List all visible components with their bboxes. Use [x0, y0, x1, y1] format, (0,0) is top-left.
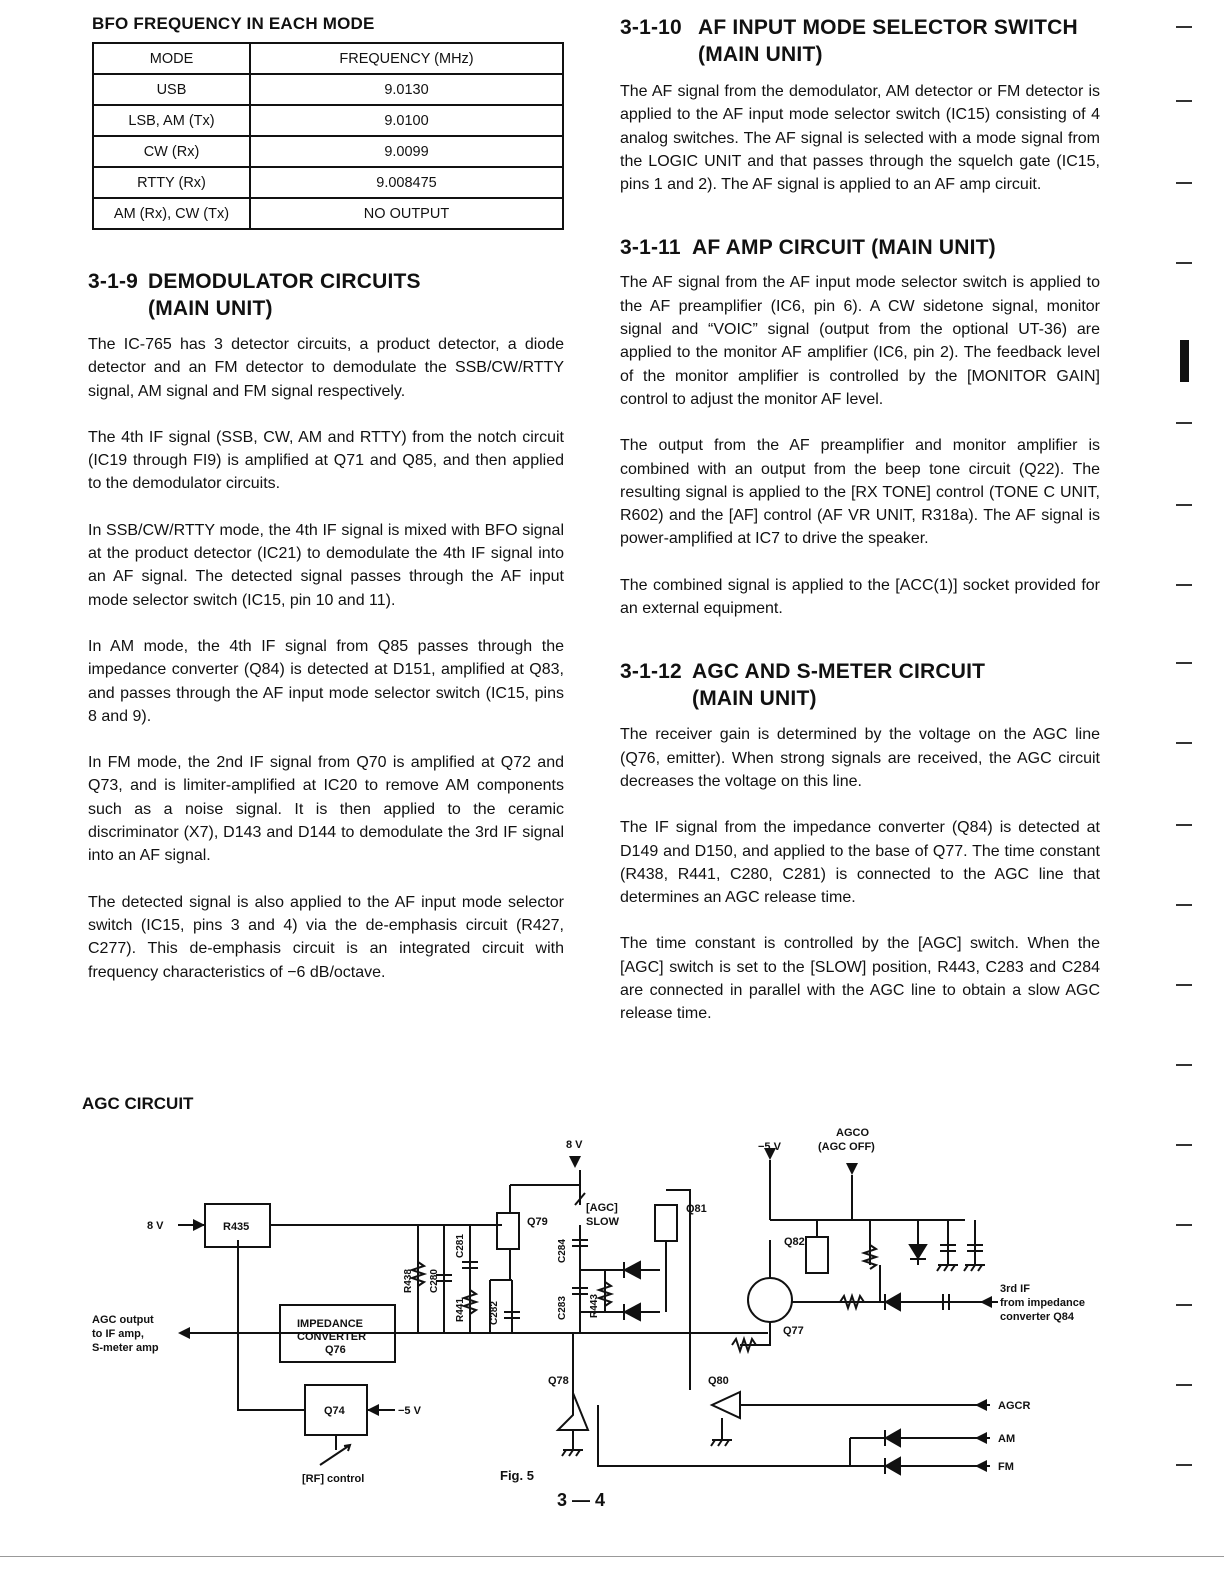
table-cell-mode: USB — [93, 74, 250, 105]
figure-number: Fig. 5 — [500, 1468, 534, 1483]
am-arrow — [975, 1432, 987, 1444]
ground-icon — [711, 1440, 732, 1446]
paragraph: In SSB/CW/RTTY mode, the 4th IF signal is mixed with BFO signal at the product detector (IC21) to demodulate the 4th IF signal into an AF signal. The detected signal passes through the AF input mode selector switch (IC15, pin 10 and 11). — [88, 521, 564, 609]
label-q79: Q79 — [527, 1216, 548, 1228]
paragraph: The detected signal is also applied to the AF input mode selector switch (IC15, pins 3 and 4) via the de-emphasis circuit (R427, C277). This de-emphasis circuit is an integrated circuit with frequency characteristics of −6 dB/octave. — [88, 893, 564, 981]
fm-diode — [885, 1458, 900, 1474]
label-q78: Q78 — [548, 1375, 569, 1387]
label-agco: AGCO — [836, 1127, 869, 1139]
margin-mark — [1176, 742, 1192, 744]
q82-diode — [910, 1245, 926, 1259]
label-q77: Q77 — [783, 1325, 804, 1337]
section-number: 3-1-12 — [620, 660, 682, 684]
paragraph: The IC-765 has 3 detector circuits, a product detector, a diode detector and an FM detector to demodulate the SSB/CW/RTTY signal, AM signal and FM signal respectively. — [88, 336, 564, 400]
fm-arrow — [975, 1460, 987, 1472]
paragraph: The receiver gain is determined by the voltage on the AGC line (Q76, emitter). When strong signals are received, the AGC circuit decreases the voltage on this line. — [620, 726, 1100, 790]
agc-output-arrow — [178, 1327, 190, 1339]
table-cell-mode: RTTY (Rx) — [93, 167, 250, 198]
label-q74: Q74 — [324, 1405, 345, 1417]
margin-mark — [1176, 100, 1192, 102]
label-am: AM — [998, 1433, 1016, 1445]
paragraph: The combined signal is applied to the [ACC(1)] socket provided for an external equipment. — [620, 576, 1100, 618]
paragraph: The IF signal from the impedance converter (Q84) is detected at D149 and D150, and applied to the base of Q77. The time constant (R438, R441, C280, C281) is connected to the AGC line that determines an AGC release time. — [620, 819, 1100, 907]
label-c283: C283 — [557, 1296, 568, 1320]
margin-mark — [1176, 1144, 1192, 1146]
ground-icon — [562, 1450, 583, 1456]
label-agcr: AGCR — [998, 1400, 1031, 1412]
table-cell-mode: AM (Rx), CW (Tx) — [93, 198, 250, 229]
label-vneg5-top: −5 V — [758, 1141, 781, 1153]
margin-mark — [1176, 824, 1192, 826]
agco-arrow — [846, 1163, 858, 1175]
label-rf-control: [RF] control — [302, 1473, 365, 1485]
section-number: 3-1-11 — [620, 236, 681, 260]
section-title: AGC AND S-METER CIRCUIT — [692, 660, 986, 684]
section-subtitle: (MAIN UNIT) — [148, 297, 273, 320]
page-number: 3 — 4 — [557, 1490, 606, 1510]
q74-vneg5-arrow — [367, 1404, 379, 1416]
label-agc-off: (AGC OFF) — [818, 1141, 875, 1153]
label-r438: R438 — [403, 1269, 414, 1293]
section-subtitle: (MAIN UNIT) — [698, 43, 823, 66]
table-cell-frequency: 9.0100 — [250, 105, 563, 136]
margin-mark — [1176, 1384, 1192, 1386]
q80-amp — [712, 1392, 740, 1418]
q78-amp — [558, 1393, 588, 1430]
label-c284: C284 — [557, 1239, 568, 1263]
margin-mark — [1176, 1304, 1192, 1306]
v8-left-arrow — [193, 1219, 205, 1231]
q77-transistor — [748, 1278, 792, 1322]
paragraph: In FM mode, the 2nd IF signal from Q70 is amplified at Q72 and Q73, and is limiter-amplified at IC20 to remove AM components such as a noise signal. It is then applied to the ceramic discriminator (X7), D143 and D144 to demodulate the 3rd IF signal into an AF signal. — [88, 754, 564, 865]
v8-arrow — [569, 1156, 581, 1168]
paragraph: In AM mode, the 4th IF signal from Q85 passes through the impedance converter (Q84) is detected at D151, amplified at Q83, and passes through the AF input mode selector switch (IC15, pins 8 and 9). — [88, 637, 564, 725]
margin-mark — [1176, 584, 1192, 586]
section-title: DEMODULATOR CIRCUITS — [148, 270, 421, 293]
margin-mark — [1176, 262, 1192, 264]
table-header-mode: MODE — [93, 43, 250, 74]
figure-caption: AGC CIRCUIT — [82, 1094, 194, 1113]
label-v8-left: 8 V — [147, 1220, 164, 1232]
label-agc-slow: SLOW — [586, 1216, 619, 1228]
label-q81: Q81 — [686, 1203, 707, 1215]
table-header-frequency: FREQUENCY (MHz) — [250, 43, 563, 74]
label-q76: Q76 — [325, 1344, 346, 1356]
label-c280: C280 — [429, 1269, 440, 1293]
label-agc-output-1: AGC output — [92, 1314, 154, 1326]
table-cell-frequency: NO OUTPUT — [250, 198, 563, 229]
paragraph: The 4th IF signal (SSB, CW, AM and RTTY) from the notch circuit (IC19 through FI9) is amplified at Q71 and Q85, and then applied to the demodulator circuits. — [88, 428, 564, 493]
margin-mark — [1176, 26, 1192, 28]
label-r443: R443 — [589, 1294, 600, 1318]
label-from-impedance: from impedance — [1000, 1297, 1085, 1309]
margin-mark — [1176, 1464, 1192, 1466]
section-title: AF INPUT MODE SELECTOR SWITCH — [698, 16, 1078, 39]
table-cell-frequency: 9.008475 — [250, 167, 563, 198]
q74-wire — [238, 1333, 305, 1410]
label-3rd-if: 3rd IF — [1000, 1283, 1030, 1295]
section-subtitle: (MAIN UNIT) — [692, 687, 817, 711]
d150-diode — [624, 1304, 640, 1320]
margin-mark — [1176, 1224, 1192, 1226]
table-cell-mode: LSB, AM (Tx) — [93, 105, 250, 136]
label-c281: C281 — [455, 1234, 466, 1258]
section-number: 3-1-9 — [88, 270, 139, 293]
label-converter-q84: converter Q84 — [1000, 1311, 1074, 1323]
bfo-table-title: BFO FREQUENCY IN EACH MODE — [92, 14, 375, 33]
table-cell-frequency: 9.0099 — [250, 136, 563, 167]
margin-mark — [1176, 1064, 1192, 1066]
margin-mark — [1176, 504, 1192, 506]
ground-icon — [964, 1265, 985, 1271]
margin-mark — [1176, 182, 1192, 184]
q81-switch-box — [655, 1205, 677, 1241]
label-r441: R441 — [455, 1298, 466, 1322]
table-cell-frequency: 9.0130 — [250, 74, 563, 105]
margin-mark — [1176, 984, 1192, 986]
label-q82: Q82 — [784, 1236, 805, 1248]
q82-switch-box — [806, 1237, 828, 1273]
label-agc-output-2: to IF amp, — [92, 1328, 144, 1340]
if-input-arrow — [980, 1296, 992, 1308]
label-c282: C282 — [489, 1301, 500, 1325]
margin-mark — [1176, 904, 1192, 906]
label-v8-top: 8 V — [566, 1139, 583, 1151]
label-vneg5-q74: −5 V — [398, 1405, 421, 1417]
q79-switch-box — [497, 1213, 519, 1249]
label-agc-switch: [AGC] — [586, 1202, 618, 1214]
agcr-arrow — [975, 1399, 987, 1411]
paragraph: The AF signal from the AF input mode selector switch is applied to the AF preamplifier (IC6, pin 6). A CW sidetone signal, monitor signal and “VOIC” signal (output from the optional UT-36) are applied to the monitor AF amplifier (IC6, pin 2). The feedback level of the monitor amplifier is controlled by the [MONITOR GAIN] control to adjust the monitor AF level. — [620, 274, 1100, 408]
paragraph: The AF signal from the demodulator, AM detector or FM detector is applied to the AF input mode selector switch (IC15) consisting of 4 analog switches. The AF signal is selected with a mode signal from the LOGIC UNIT and that passes through the squelch gate (IC15, pins 1 and 2). The AF signal is applied to an AF amp circuit. — [620, 83, 1100, 194]
section-number: 3-1-10 — [620, 16, 682, 39]
margin-mark — [1176, 662, 1192, 664]
table-cell-mode: CW (Rx) — [93, 136, 250, 167]
label-impedance: IMPEDANCE — [297, 1318, 364, 1330]
label-q80: Q80 — [708, 1375, 729, 1387]
margin-bar-mark — [1180, 340, 1189, 382]
label-fm: FM — [998, 1461, 1014, 1473]
if-diode — [885, 1294, 900, 1310]
ground-icon — [937, 1265, 958, 1271]
paragraph: The output from the AF preamplifier and monitor amplifier is combined with an output from the beep tone circuit (Q22). The resulting signal is applied to the [RX TONE] control (TONE C UNIT, R602) and the [AF] control (AF VR UNIT, R318a). The AF signal is power-amplified at IC7 to drive the speaker. — [620, 437, 1100, 548]
label-converter: CONVERTER — [297, 1331, 367, 1343]
paragraph: The time constant is controlled by the [AGC] switch. When the [AGC] switch is set to the [SLOW] position, R443, C283 and C284 are connected in parallel with the AGC line to obtain a slow AGC release time. — [620, 935, 1100, 1023]
d149-diode — [624, 1262, 640, 1278]
bottom-scan-line — [0, 1556, 1224, 1557]
section-title: AF AMP CIRCUIT (MAIN UNIT) — [692, 236, 996, 260]
label-agc-output-3: S-meter amp — [92, 1342, 159, 1354]
label-r435: R435 — [223, 1221, 250, 1233]
am-diode — [885, 1430, 900, 1446]
margin-mark — [1176, 422, 1192, 424]
